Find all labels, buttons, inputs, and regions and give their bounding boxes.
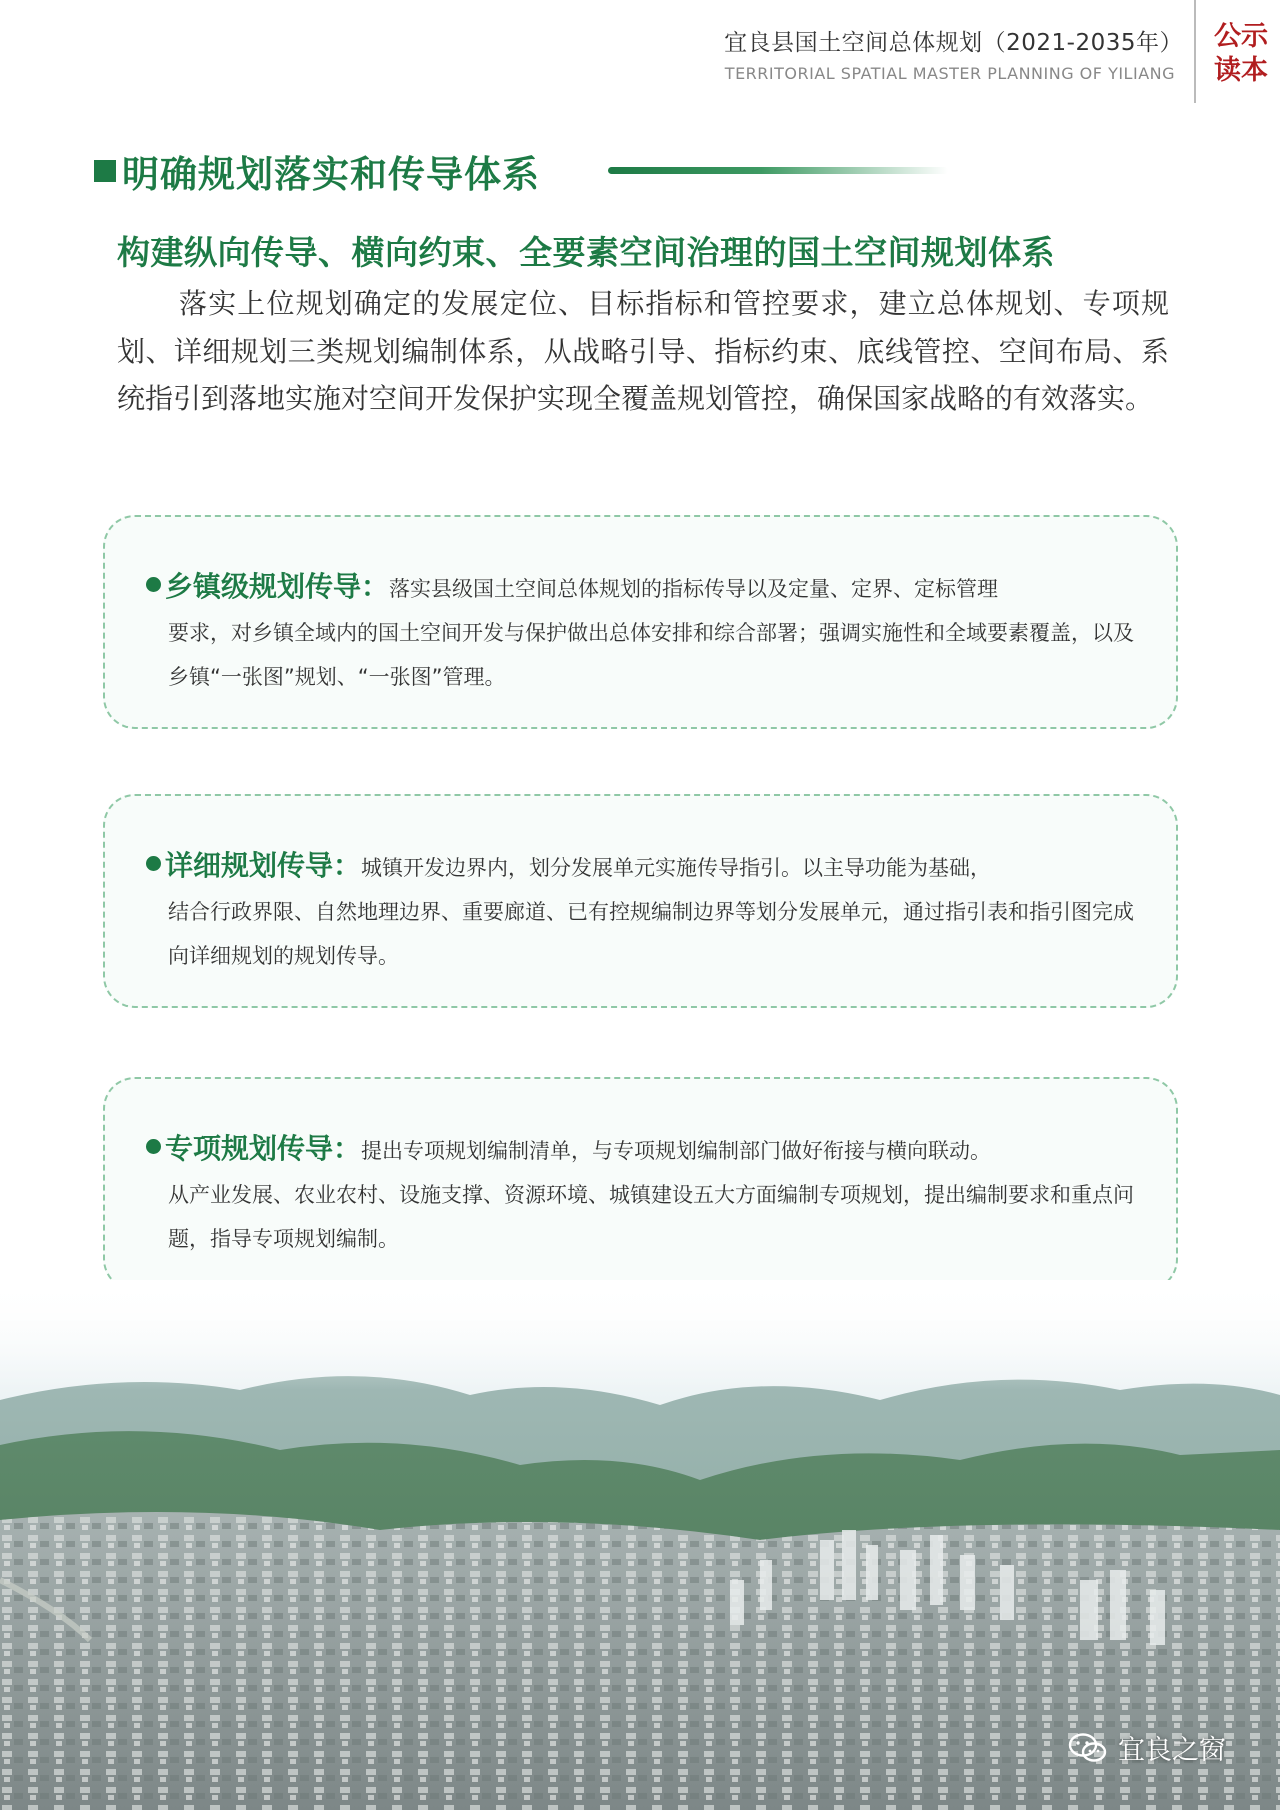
section-heading <box>94 146 540 196</box>
card-label-text: 乡镇级规划传导： <box>165 570 390 603</box>
sub-heading: 构建纵向传导、横向约束、全要素空间治理的国土空间规划体系 <box>117 233 1055 272</box>
card-label-text: 专项规划传导： <box>165 1132 362 1165</box>
badge-line-2: 读本 <box>1214 55 1268 86</box>
card-body: 结合行政界限、自然地理边界、重要廊道、已有控规编制边界等划分发展单元，通过指引表和指引图完成向详细规划的规划传导。 <box>168 900 1134 968</box>
document-subtitle: TERRITORIAL SPATIAL MASTER PLANNING OF YILIANG <box>724 64 1175 83</box>
bullet-icon <box>146 1139 161 1154</box>
public-reader-badge <box>1214 20 1276 88</box>
intro-paragraph: 落实上位规划确定的发展定位、目标指标和管控要求，建立总体规划、专项规划、详细规划三类规划编制体系，从战略引导、指标约束、底线管控、空间布局、系统指引到落地实施对空间开发保护实现全覆盖规划管控，确保国家战略的有效落实。 <box>117 287 1169 415</box>
card-special-planning <box>103 1077 1178 1291</box>
card-body: 从产业发展、农业农村、设施支撑、资源环境、城镇建设五大方面编制专项规划，提出编制要求和重点问题，指导专项规划编制。 <box>168 1183 1134 1251</box>
card-text <box>146 1127 1146 1261</box>
section-title: 明确规划落实和传导体系 <box>122 152 540 196</box>
section-square-icon <box>94 160 116 182</box>
watermark-text: 宜良之窗 <box>1118 1735 1226 1766</box>
wechat-watermark <box>1068 1728 1226 1767</box>
wechat-icon <box>1068 1732 1108 1764</box>
card-first-line: 提出专项规划编制清单，与专项规划编制部门做好衔接与横向联动。 <box>361 1139 992 1163</box>
card-body: 要求，对乡镇全域内的国土空间开发与保护做出总体安排和综合部署；强调实施性和全域要素覆盖，以及乡镇“一张图”规划、“一张图”管理。 <box>168 621 1134 689</box>
card-township-planning <box>103 515 1178 729</box>
card-first-line: 落实县级国土空间总体规划的指标传导以及定量、定界、定标管理 <box>389 577 999 601</box>
card-label <box>146 570 389 603</box>
card-text <box>146 565 1146 699</box>
header-divider <box>1194 0 1196 103</box>
bullet-icon <box>146 577 161 592</box>
card-detailed-planning <box>103 794 1178 1008</box>
badge-line-1: 公示 <box>1214 21 1268 52</box>
bullet-icon <box>146 856 161 871</box>
card-label-text: 详细规划传导： <box>165 849 362 882</box>
card-first-line: 城镇开发边界内，划分发展单元实施传导指引。以主导功能为基础， <box>361 856 992 880</box>
card-label <box>146 1132 361 1165</box>
card-text <box>146 844 1146 978</box>
section-decor-line <box>608 167 948 174</box>
document-title: 宜良县国土空间总体规划（2021-2035年） <box>724 30 1183 56</box>
page-header <box>0 0 1280 105</box>
card-label <box>146 849 361 882</box>
